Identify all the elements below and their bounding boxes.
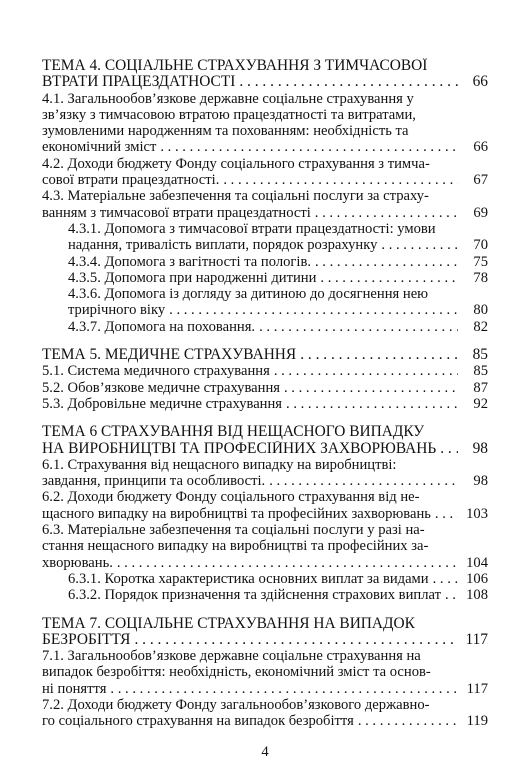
dot-leader bbox=[134, 632, 458, 648]
toc-entry-text: зумовленими народженням та похованням: необхідність та bbox=[42, 123, 409, 140]
toc-line bbox=[42, 396, 488, 412]
toc-line bbox=[42, 205, 488, 221]
toc-line bbox=[42, 522, 488, 538]
toc-entry-text: 4.3.6. Допомога із догляду за дитиною до досягнення нею bbox=[68, 286, 429, 303]
toc-line bbox=[42, 681, 488, 697]
toc-entry-text: стання нещасного випадку на виробництві та професійних за- bbox=[42, 538, 429, 555]
toc-entry-text: 6.2. Доходи бюджету Фонду соціального страхування від не- bbox=[42, 489, 420, 506]
toc-page-number: 82 bbox=[473, 318, 488, 335]
toc-entry-text: 7.2. Доходи бюджету Фонду загальнообов’язкового державно- bbox=[42, 696, 430, 713]
toc-line bbox=[42, 363, 488, 379]
toc-page-number: 106 bbox=[466, 570, 488, 587]
toc-entry-text: 4.1. Загальнообов’язкове державне соціальне страхування у bbox=[42, 90, 414, 107]
toc-entry-text: 4.3.1. Допомога з тимчасової втрати працездатності: умови bbox=[68, 220, 436, 237]
page-number: 4 bbox=[261, 744, 269, 760]
toc-line bbox=[42, 319, 488, 335]
toc-section bbox=[42, 616, 488, 730]
toc-page-number: 66 bbox=[472, 74, 488, 91]
toc-entry-text: ванням з тимчасової втрати працездатності bbox=[42, 204, 311, 221]
toc-line bbox=[42, 123, 488, 139]
dot-leader bbox=[223, 172, 458, 188]
toc-entry-text: хворювань. bbox=[42, 554, 113, 571]
dot-leader bbox=[300, 347, 458, 363]
toc-entry-text: 4.2. Доходи бюджету Фонду соціального страхування з тимча- bbox=[42, 155, 430, 172]
toc-line bbox=[42, 58, 488, 74]
toc-line bbox=[42, 473, 488, 489]
toc-page-number: 117 bbox=[465, 631, 488, 648]
toc-line bbox=[42, 587, 488, 603]
toc-page-number: 98 bbox=[472, 440, 488, 457]
toc-entry-text: 5.3. Добровільне медичне страхування bbox=[42, 395, 283, 412]
section-gap bbox=[42, 604, 488, 616]
toc-line bbox=[42, 91, 488, 107]
toc-entry-text: надання, тривалість виплати, порядок розрахунку bbox=[68, 237, 378, 254]
toc-entry-text: економічний зміст bbox=[42, 139, 157, 156]
toc-line bbox=[42, 424, 488, 440]
dot-leader bbox=[435, 506, 458, 522]
toc-page-number: 85 bbox=[472, 347, 488, 364]
toc-entry-text: го соціального страхування на випадок безробіття bbox=[42, 713, 354, 730]
toc-page-number: 108 bbox=[466, 587, 488, 604]
toc-entry-text: НА ВИРОБНИЦТВІ ТА ПРОФЕСІЙНИХ ЗАХВОРЮВАНЬ bbox=[42, 440, 437, 457]
toc-line bbox=[42, 441, 488, 457]
dot-leader bbox=[274, 363, 458, 379]
toc-entry-text: 4.3. Матеріальне забезпечення та соціальні послуги за страху- bbox=[42, 188, 429, 205]
toc-section bbox=[42, 424, 488, 603]
toc-line bbox=[42, 489, 488, 505]
dot-leader bbox=[315, 254, 458, 270]
dot-leader bbox=[259, 319, 458, 335]
toc-page-number: 67 bbox=[473, 172, 488, 189]
toc-entry-text: ТЕМА 6 СТРАХУВАННЯ ВІД НЕЩАСНОГО ВИПАДКУ bbox=[42, 424, 425, 441]
dot-leader bbox=[433, 571, 458, 587]
table-of-contents bbox=[42, 58, 488, 730]
toc-entry-text: 5.1. Система медичного страхування bbox=[42, 363, 270, 380]
toc-entry-text: зв’язку з тимчасовою втратою працездатності та витратами, bbox=[42, 106, 416, 123]
dot-leader bbox=[117, 555, 458, 571]
toc-line bbox=[42, 380, 488, 396]
toc-line bbox=[42, 457, 488, 473]
toc-page-number: 117 bbox=[466, 680, 488, 697]
toc-entry-text: 5.2. Обов’язкове медичне страхування bbox=[42, 379, 280, 396]
toc-entry-text: трирічного віку bbox=[68, 302, 166, 319]
toc-page-number: 119 bbox=[466, 713, 488, 730]
toc-page-number: 87 bbox=[473, 379, 488, 396]
toc-entry-text: 4.3.5. Допомога при народженні дитини bbox=[68, 269, 317, 286]
toc-entry-text: 4.3.7. Допомога на поховання. bbox=[68, 318, 256, 335]
toc-page-number: 98 bbox=[473, 473, 488, 490]
toc-line bbox=[42, 664, 488, 680]
dot-leader bbox=[169, 302, 458, 318]
toc-entry-text: щасного випадку на виробництві та професійних захворювань bbox=[42, 505, 431, 522]
toc-page-number: 104 bbox=[466, 554, 488, 571]
toc-page-number: 92 bbox=[473, 395, 488, 412]
toc-line bbox=[42, 188, 488, 204]
dot-leader bbox=[381, 237, 458, 253]
toc-entry-text: 6.3. Матеріальне забезпечення та соціальні послуги у разі на- bbox=[42, 522, 425, 539]
toc-line bbox=[42, 74, 488, 90]
toc-section bbox=[42, 347, 488, 412]
toc-entry-text: ТЕМА 4. СОЦІАЛЬНЕ СТРАХУВАННЯ З ТИМЧАСОВОЇ bbox=[42, 58, 428, 74]
toc-line bbox=[42, 697, 488, 713]
toc-line bbox=[42, 616, 488, 632]
toc-entry-text: ТЕМА 5. МЕДИЧНЕ СТРАХУВАННЯ bbox=[42, 347, 297, 364]
toc-line bbox=[42, 632, 488, 648]
toc-line bbox=[42, 221, 488, 237]
dot-leader bbox=[160, 139, 458, 155]
toc-line bbox=[42, 270, 488, 286]
toc-entry-text: 6.3.2. Порядок призначення та здійснення страхових виплат bbox=[68, 587, 441, 604]
dot-leader bbox=[284, 380, 458, 396]
dot-leader bbox=[358, 713, 458, 729]
toc-line bbox=[42, 538, 488, 554]
dot-leader bbox=[110, 681, 458, 697]
toc-page-number: 103 bbox=[466, 505, 488, 522]
dot-leader bbox=[445, 587, 458, 603]
toc-page-number: 66 bbox=[473, 139, 488, 156]
toc-entry-text: завдання, принципи та особливості. bbox=[42, 473, 266, 490]
toc-page-number: 75 bbox=[473, 253, 488, 270]
toc-line bbox=[42, 302, 488, 318]
toc-line bbox=[42, 156, 488, 172]
toc-entry-text: БЕЗРОБІТТЯ bbox=[42, 631, 131, 648]
dot-leader bbox=[286, 396, 458, 412]
section-gap bbox=[42, 335, 488, 347]
toc-entry-text: 7.1. Загальнообов’язкове державне соціальне страхування на bbox=[42, 648, 421, 665]
toc-line bbox=[42, 571, 488, 587]
toc-entry-text: 4.3.4. Допомога з вагітності та пологів. bbox=[68, 253, 311, 270]
toc-entry-text: ТЕМА 7. СОЦІАЛЬНЕ СТРАХУВАННЯ НА ВИПАДОК bbox=[42, 615, 415, 632]
dot-leader bbox=[269, 473, 458, 489]
toc-line bbox=[42, 172, 488, 188]
toc-entry-text: сової втрати працездатності. bbox=[42, 172, 220, 189]
toc-line bbox=[42, 254, 488, 270]
toc-line bbox=[42, 648, 488, 664]
toc-section bbox=[42, 58, 488, 335]
toc-entry-text: 6.3.1. Коротка характеристика основних виплат за видами bbox=[68, 570, 429, 587]
toc-line bbox=[42, 237, 488, 253]
toc-entry-text: 6.1. Страхування від нещасного випадку на виробництві: bbox=[42, 456, 397, 473]
toc-page-number: 85 bbox=[473, 363, 488, 380]
toc-line bbox=[42, 347, 488, 363]
dot-leader bbox=[239, 74, 458, 90]
toc-entry-text: випадок безробіття: необхідність, економічний зміст та основ- bbox=[42, 664, 431, 681]
toc-entry-text: ні поняття bbox=[42, 680, 107, 697]
toc-entry-text: ВТРАТИ ПРАЦЕЗДАТНОСТІ bbox=[42, 74, 236, 91]
toc-line bbox=[42, 555, 488, 571]
toc-line bbox=[42, 713, 488, 729]
toc-line bbox=[42, 107, 488, 123]
dot-leader bbox=[315, 205, 458, 221]
toc-line bbox=[42, 139, 488, 155]
toc-page-number: 69 bbox=[473, 204, 488, 221]
toc-page-number: 80 bbox=[473, 302, 488, 319]
section-gap bbox=[42, 412, 488, 424]
dot-leader bbox=[440, 441, 458, 457]
toc-page-number: 78 bbox=[473, 269, 488, 286]
toc-line bbox=[42, 286, 488, 302]
toc-page-number: 70 bbox=[473, 237, 488, 254]
dot-leader bbox=[320, 270, 458, 286]
toc-line bbox=[42, 506, 488, 522]
